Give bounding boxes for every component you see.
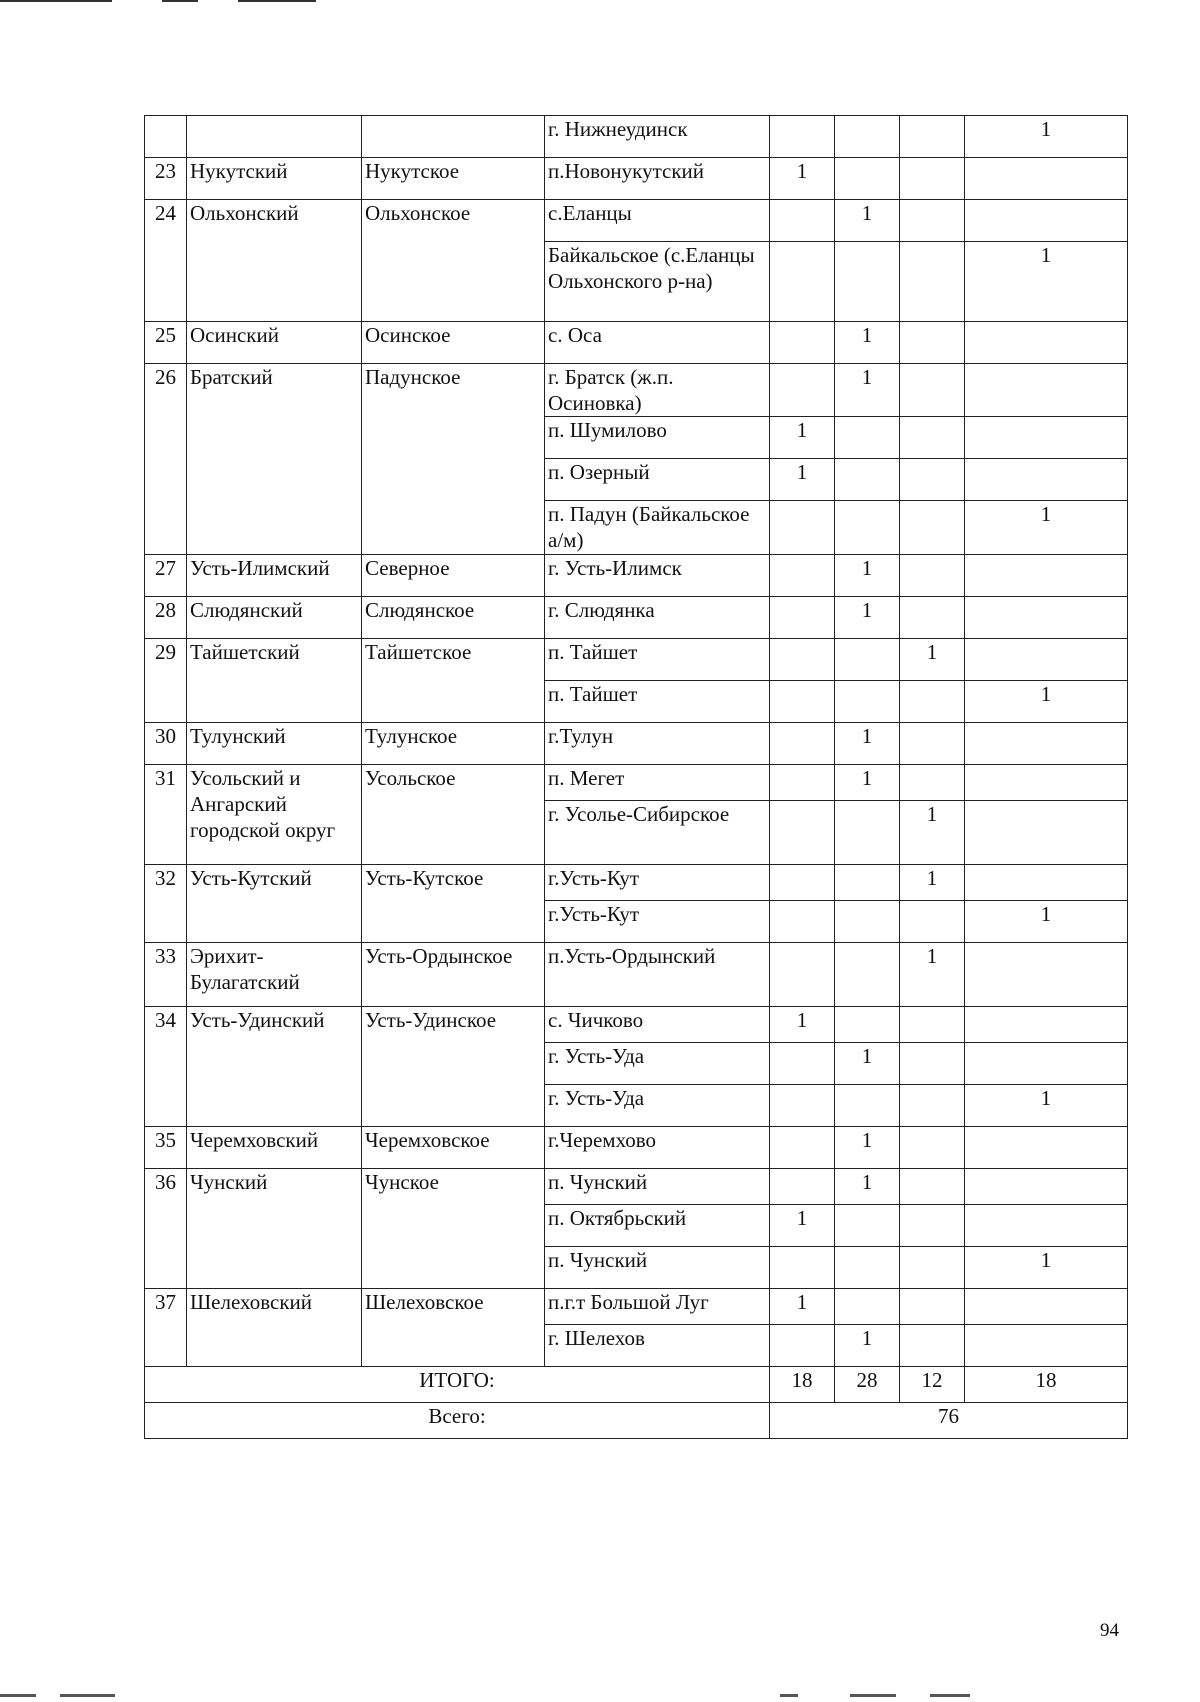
table-row [145, 723, 1128, 765]
district-name: Осинский [187, 322, 362, 364]
value-col-3 [900, 200, 965, 242]
value-col-4 [965, 1169, 1128, 1205]
locality-name: Байкальское (с.Еланцы Ольхонского р-на) [545, 242, 770, 322]
value-col-4 [965, 1325, 1128, 1367]
settlement-name: Шелеховское [362, 1289, 545, 1367]
district-name: Черемховский [187, 1127, 362, 1169]
value-col-3: 1 [900, 801, 965, 865]
locality-name: с. Оса [545, 322, 770, 364]
value-col-4 [965, 322, 1128, 364]
value-col-1 [770, 364, 835, 417]
value-col-2 [835, 639, 900, 681]
locality-name: г. Нижнеудинск [545, 116, 770, 158]
value-col-2: 1 [835, 597, 900, 639]
table-row [145, 597, 1128, 639]
value-col-1 [770, 865, 835, 901]
table-row [145, 865, 1128, 901]
table-row [145, 765, 1128, 801]
page-number: 94 [1100, 1620, 1119, 1641]
value-col-4: 1 [965, 116, 1128, 158]
total-col-2: 28 [835, 1367, 900, 1403]
value-col-2 [835, 459, 900, 501]
table-row [145, 1169, 1128, 1205]
district-name: Эрихит-Булагатский [187, 943, 362, 1007]
value-col-2 [835, 943, 900, 1007]
row-number: 33 [145, 943, 187, 1007]
total-col-1: 18 [770, 1367, 835, 1403]
value-col-1 [770, 801, 835, 865]
value-col-1: 1 [770, 417, 835, 459]
value-col-4 [965, 765, 1128, 801]
value-col-4 [965, 943, 1128, 1007]
row-number: 36 [145, 1169, 187, 1289]
value-col-3 [900, 1043, 965, 1085]
settlement-name [362, 116, 545, 158]
value-col-1 [770, 1169, 835, 1205]
value-col-2 [835, 681, 900, 723]
row-number: 28 [145, 597, 187, 639]
locality-name: г.Усть-Кут [545, 901, 770, 943]
locality-name: г. Усолье-Сибирское [545, 801, 770, 865]
value-col-1: 1 [770, 1007, 835, 1043]
district-name: Ольхонский [187, 200, 362, 322]
value-col-1 [770, 322, 835, 364]
value-col-3 [900, 597, 965, 639]
value-col-3 [900, 1247, 965, 1289]
value-col-4 [965, 801, 1128, 865]
value-col-2 [835, 1085, 900, 1127]
value-col-1 [770, 597, 835, 639]
row-number: 32 [145, 865, 187, 943]
value-col-2 [835, 1007, 900, 1043]
settlement-name: Тулунское [362, 723, 545, 765]
value-col-3: 1 [900, 639, 965, 681]
locality-name: г. Усть-Илимск [545, 555, 770, 597]
locality-name: п. Октябрьский [545, 1205, 770, 1247]
settlement-name: Слюдянское [362, 597, 545, 639]
value-col-3 [900, 765, 965, 801]
value-col-4 [965, 1043, 1128, 1085]
value-col-2: 1 [835, 555, 900, 597]
value-col-2 [835, 242, 900, 322]
value-col-4: 1 [965, 242, 1128, 322]
grand-total-value: 76 [770, 1403, 1128, 1439]
value-col-4 [965, 639, 1128, 681]
table-row [145, 1289, 1128, 1325]
locality-name: с. Чичково [545, 1007, 770, 1043]
value-col-3: 1 [900, 943, 965, 1007]
locality-name: п. Шумилово [545, 417, 770, 459]
value-col-2: 1 [835, 1127, 900, 1169]
value-col-2 [835, 1205, 900, 1247]
locality-name: п.Усть-Ордынский [545, 943, 770, 1007]
value-col-4 [965, 158, 1128, 200]
row-number: 34 [145, 1007, 187, 1127]
value-col-2: 1 [835, 200, 900, 242]
locality-name: г.Усть-Кут [545, 865, 770, 901]
value-col-4 [965, 1127, 1128, 1169]
value-col-4: 1 [965, 501, 1128, 555]
grand-total-label: Всего: [145, 1403, 770, 1439]
value-col-3 [900, 158, 965, 200]
value-col-4: 1 [965, 1247, 1128, 1289]
district-name: Шелеховский [187, 1289, 362, 1367]
settlement-name: Усть-Удинское [362, 1007, 545, 1127]
locality-name: п. Тайшет [545, 681, 770, 723]
locality-name: п. Тайшет [545, 639, 770, 681]
value-col-4 [965, 459, 1128, 501]
value-col-3 [900, 1085, 965, 1127]
locality-name: п. Мегет [545, 765, 770, 801]
locality-name: п.Новонукутский [545, 158, 770, 200]
locality-name: г. Братск (ж.п. Осиновка) [545, 364, 770, 417]
totals-label: ИТОГО: [145, 1367, 770, 1403]
district-name: Усть-Илимский [187, 555, 362, 597]
value-col-2: 1 [835, 1169, 900, 1205]
locality-name: п. Озерный [545, 459, 770, 501]
row-number: 29 [145, 639, 187, 723]
table-row [145, 364, 1128, 417]
value-col-2 [835, 865, 900, 901]
value-col-4: 1 [965, 1085, 1128, 1127]
value-col-4 [965, 200, 1128, 242]
value-col-3 [900, 116, 965, 158]
row-number: 27 [145, 555, 187, 597]
scan-edge-bottom [0, 1694, 1200, 1700]
value-col-2: 1 [835, 322, 900, 364]
value-col-2: 1 [835, 1325, 900, 1367]
value-col-1: 1 [770, 459, 835, 501]
value-col-4 [965, 417, 1128, 459]
row-number [145, 116, 187, 158]
district-name: Нукутский [187, 158, 362, 200]
row-number: 31 [145, 765, 187, 865]
value-col-1 [770, 723, 835, 765]
value-col-1 [770, 681, 835, 723]
settlement-name: Северное [362, 555, 545, 597]
value-col-1 [770, 1085, 835, 1127]
locality-name: п. Чунский [545, 1169, 770, 1205]
value-col-4 [965, 364, 1128, 417]
total-col-4: 18 [965, 1367, 1128, 1403]
settlement-name: Черемховское [362, 1127, 545, 1169]
district-name: Слюдянский [187, 597, 362, 639]
locality-name: г. Усть-Уда [545, 1085, 770, 1127]
value-col-1 [770, 1247, 835, 1289]
row-number: 26 [145, 364, 187, 555]
value-col-1 [770, 943, 835, 1007]
value-col-3 [900, 322, 965, 364]
table-row [145, 1127, 1128, 1169]
table-row [145, 116, 1128, 158]
locality-name: г.Черемхово [545, 1127, 770, 1169]
table-row [145, 322, 1128, 364]
value-col-2: 1 [835, 765, 900, 801]
grand-total-row [145, 1403, 1128, 1439]
locality-name: с.Еланцы [545, 200, 770, 242]
value-col-1: 1 [770, 158, 835, 200]
value-col-4 [965, 1289, 1128, 1325]
value-col-2 [835, 1289, 900, 1325]
row-number: 24 [145, 200, 187, 322]
value-col-2 [835, 901, 900, 943]
settlement-name: Усть-Ордынское [362, 943, 545, 1007]
value-col-2: 1 [835, 723, 900, 765]
table-row [145, 555, 1128, 597]
settlement-name: Чунское [362, 1169, 545, 1289]
value-col-2 [835, 158, 900, 200]
value-col-4 [965, 865, 1128, 901]
row-number: 23 [145, 158, 187, 200]
value-col-1 [770, 501, 835, 555]
value-col-3 [900, 1325, 965, 1367]
value-col-2 [835, 116, 900, 158]
value-col-1 [770, 555, 835, 597]
value-col-1 [770, 1325, 835, 1367]
value-col-2: 1 [835, 1043, 900, 1085]
settlement-name: Нукутское [362, 158, 545, 200]
value-col-4 [965, 723, 1128, 765]
table-row [145, 943, 1128, 1007]
locality-name: г. Усть-Уда [545, 1043, 770, 1085]
value-col-1 [770, 242, 835, 322]
locality-name: г. Шелехов [545, 1325, 770, 1367]
value-col-1: 1 [770, 1205, 835, 1247]
district-name [187, 116, 362, 158]
value-col-2 [835, 501, 900, 555]
value-col-1 [770, 639, 835, 681]
district-name: Тулунский [187, 723, 362, 765]
table-body [145, 116, 1128, 1439]
locality-name: г. Слюдянка [545, 597, 770, 639]
value-col-3 [900, 1289, 965, 1325]
value-col-3 [900, 459, 965, 501]
distribution-table [144, 115, 1128, 1439]
district-name: Усольский и Ангарский городской округ [187, 765, 362, 865]
row-number: 25 [145, 322, 187, 364]
value-col-4 [965, 1205, 1128, 1247]
district-name: Усть-Кутский [187, 865, 362, 943]
table-row [145, 158, 1128, 200]
value-col-1: 1 [770, 1289, 835, 1325]
value-col-3 [900, 501, 965, 555]
value-col-1 [770, 1127, 835, 1169]
locality-name: г.Тулун [545, 723, 770, 765]
locality-name: п. Падун (Байкальское а/м) [545, 501, 770, 555]
value-col-2 [835, 1247, 900, 1289]
settlement-name: Усольское [362, 765, 545, 865]
value-col-1 [770, 116, 835, 158]
table-row [145, 1007, 1128, 1043]
value-col-3 [900, 723, 965, 765]
value-col-4 [965, 555, 1128, 597]
district-name: Тайшетский [187, 639, 362, 723]
total-col-3: 12 [900, 1367, 965, 1403]
row-number: 35 [145, 1127, 187, 1169]
scan-edge-top [0, 0, 1200, 4]
table-row [145, 639, 1128, 681]
value-col-2: 1 [835, 364, 900, 417]
value-col-3 [900, 1127, 965, 1169]
value-col-4: 1 [965, 901, 1128, 943]
totals-row [145, 1367, 1128, 1403]
value-col-4 [965, 597, 1128, 639]
value-col-3 [900, 1007, 965, 1043]
row-number: 37 [145, 1289, 187, 1367]
value-col-1 [770, 1043, 835, 1085]
settlement-name: Тайшетское [362, 639, 545, 723]
value-col-3 [900, 364, 965, 417]
value-col-3: 1 [900, 865, 965, 901]
value-col-3 [900, 681, 965, 723]
settlement-name: Ольхонское [362, 200, 545, 322]
row-number: 30 [145, 723, 187, 765]
value-col-4: 1 [965, 681, 1128, 723]
value-col-4 [965, 1007, 1128, 1043]
district-name: Чунский [187, 1169, 362, 1289]
value-col-1 [770, 765, 835, 801]
value-col-1 [770, 901, 835, 943]
locality-name: п. Чунский [545, 1247, 770, 1289]
settlement-name: Осинское [362, 322, 545, 364]
value-col-2 [835, 801, 900, 865]
settlement-name: Падунское [362, 364, 545, 555]
value-col-1 [770, 200, 835, 242]
value-col-2 [835, 417, 900, 459]
value-col-3 [900, 417, 965, 459]
table-row [145, 200, 1128, 242]
value-col-3 [900, 1205, 965, 1247]
locality-name: п.г.т Большой Луг [545, 1289, 770, 1325]
settlement-name: Усть-Кутское [362, 865, 545, 943]
value-col-3 [900, 555, 965, 597]
district-name: Братский [187, 364, 362, 555]
district-name: Усть-Удинский [187, 1007, 362, 1127]
value-col-3 [900, 901, 965, 943]
value-col-3 [900, 1169, 965, 1205]
value-col-3 [900, 242, 965, 322]
